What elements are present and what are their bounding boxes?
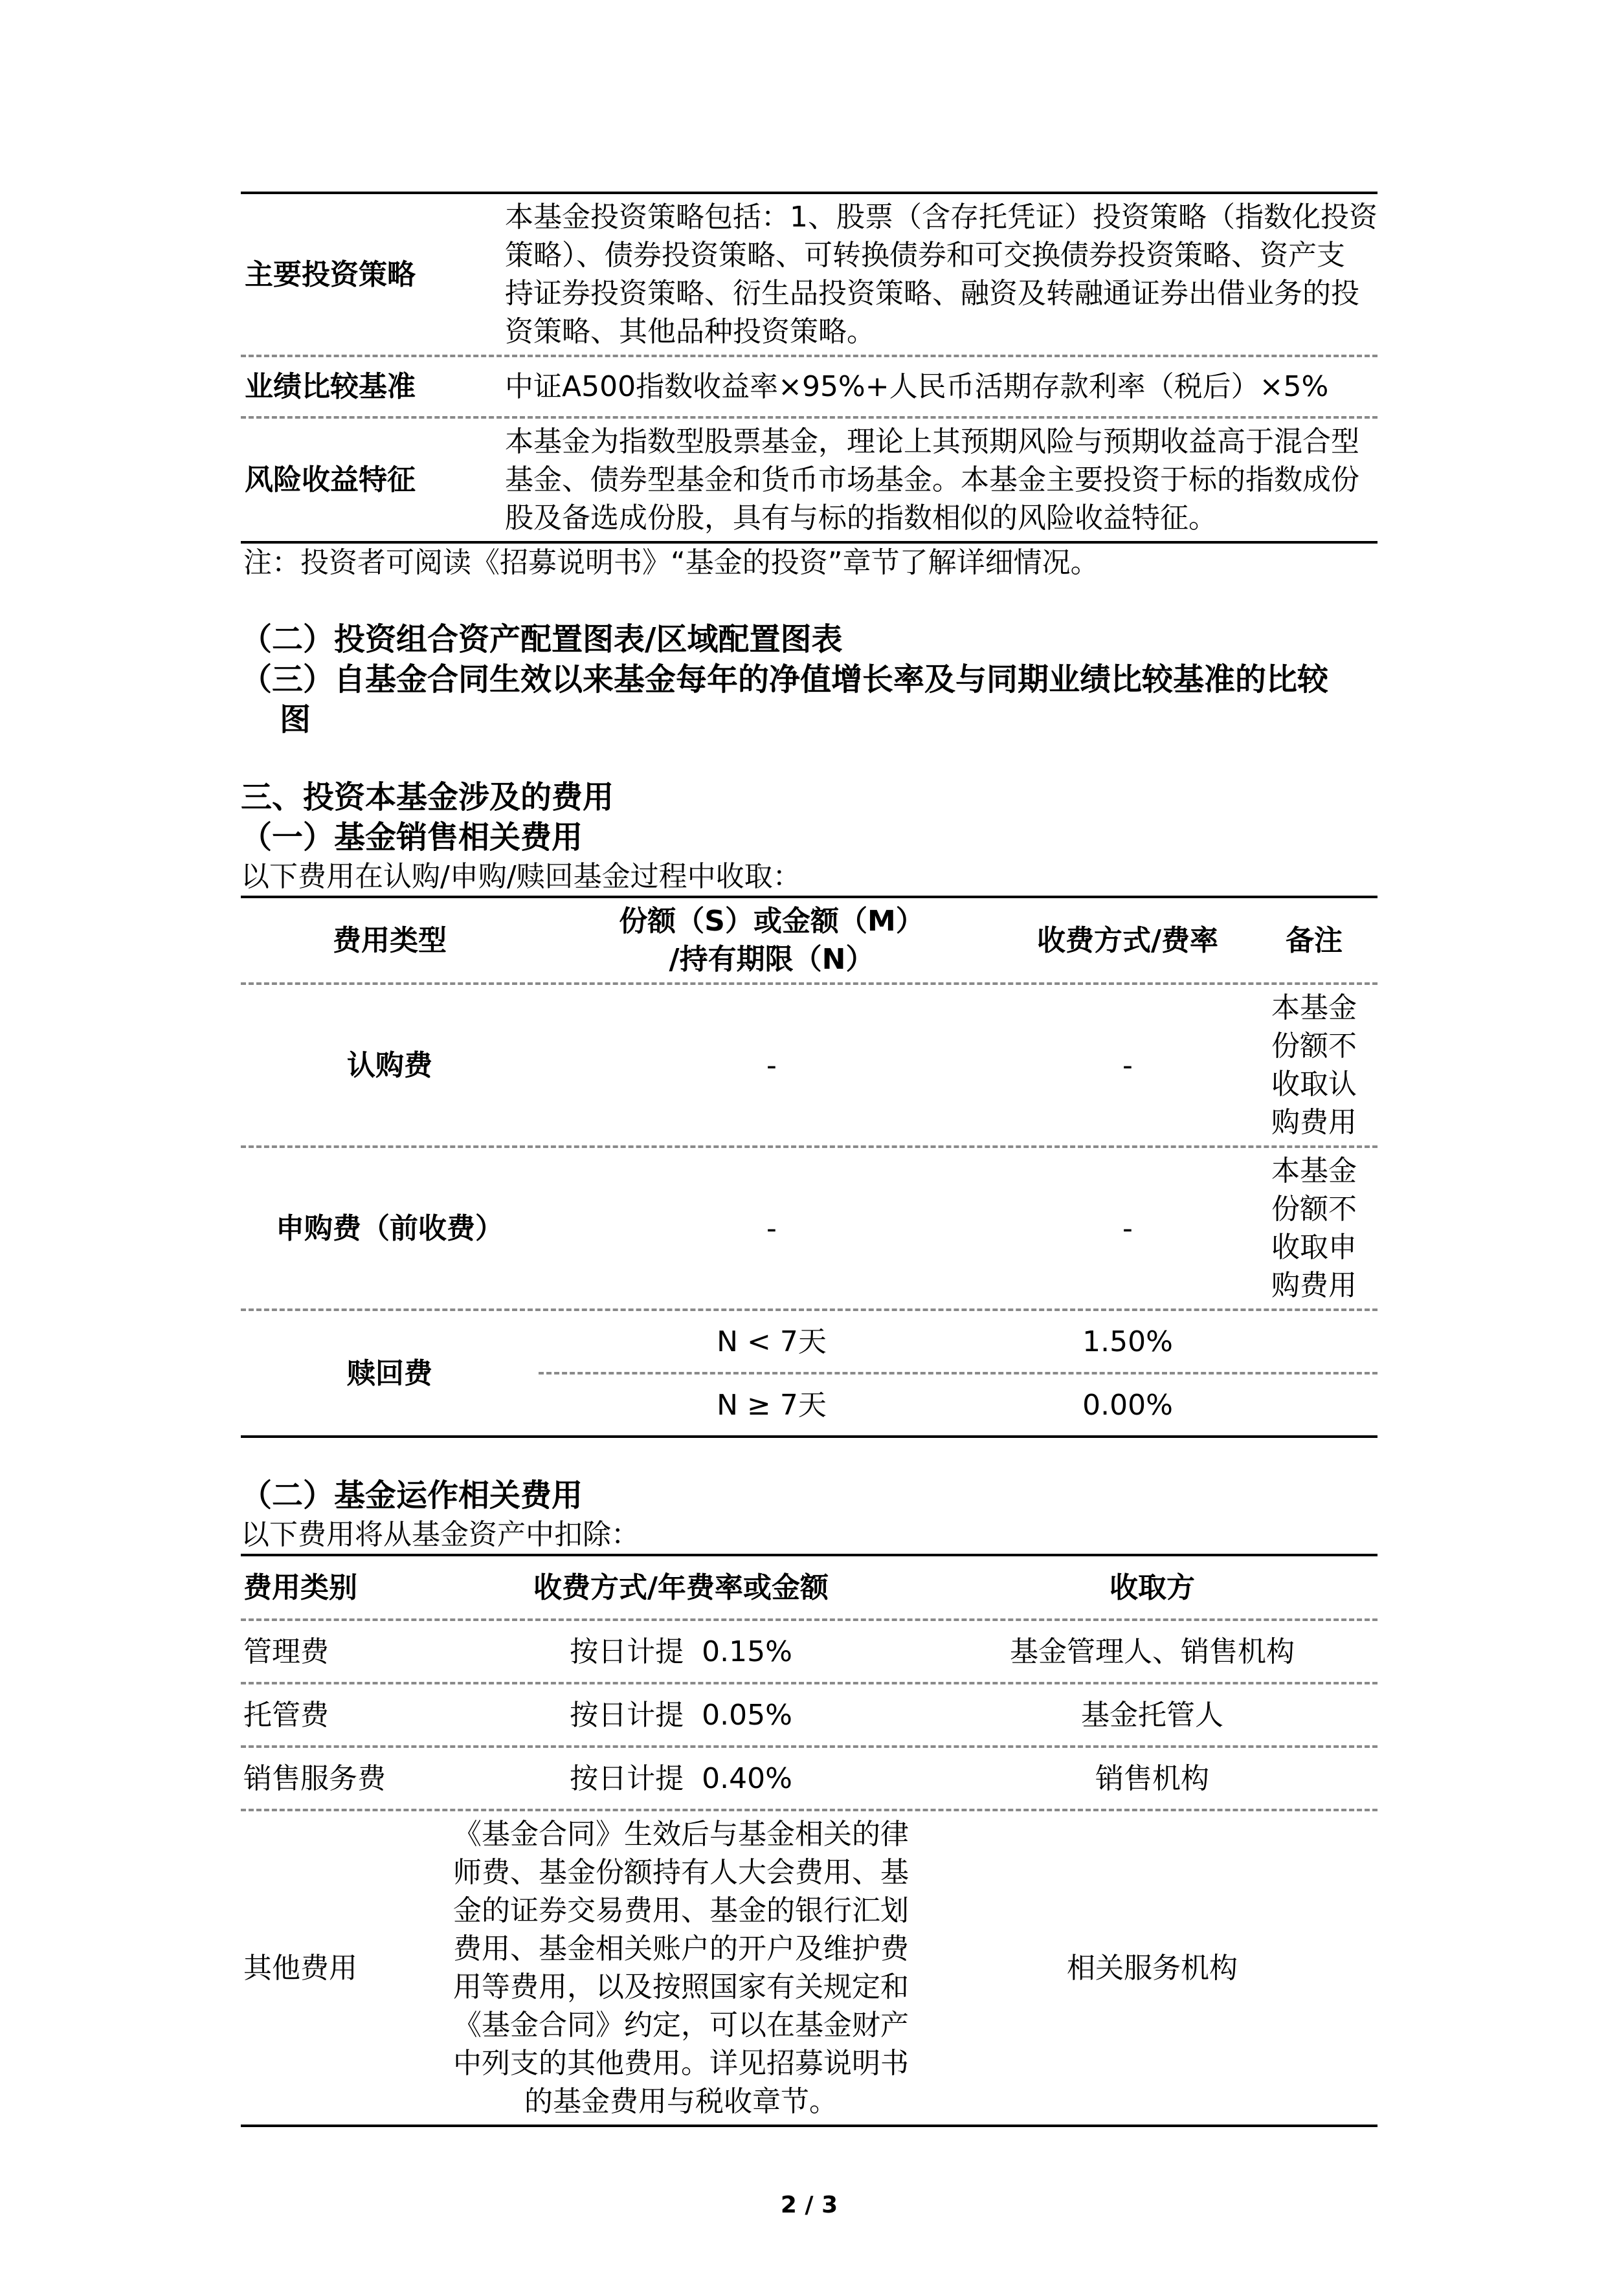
header-basis-line: 份额（S）或金额（M） [619,905,924,938]
tier-row [539,1311,1377,1374]
fee-recipient: 相关服务机构 [1067,1951,1238,1985]
header-basis [539,898,1005,982]
fee-type: 认购费 [347,1048,432,1082]
table-row [241,1811,1377,2125]
method-line: 中列支的其他费用。详见招募说明书 [453,2047,909,2080]
text-line: 策略）、债券投资策略、可转换债券和可交换债券投资策略、资产支 [505,239,1345,272]
redemption-tiers [539,1311,1377,1435]
operating-fees-intro: 以下费用将从基金资产中扣除： [241,1518,640,1551]
spacer [241,582,1377,619]
heading-fees-section: 三、投资本基金涉及的费用 [241,779,614,815]
info-row-risk [241,419,1377,541]
method-line: 《基金合同》约定，可以在基金财产 [453,2009,909,2042]
heading-operating-fees: （二）基金运作相关费用 [241,1477,583,1514]
table-row [241,1148,1377,1311]
fee-rate: 0.00% [1082,1388,1173,1422]
text-line: 持证券投资策略、衍生品投资策略、融资及转融通证券出借业务的投 [505,277,1359,310]
text-line: 基金、债券型基金和货币市场基金。本基金主要投资于标的指数成份 [505,463,1359,496]
table-row [241,1684,1377,1748]
table-row [241,985,1377,1148]
table-header-row [241,898,1377,985]
fee-rate: - [1122,1211,1133,1245]
header-method: 收费方式/年费率或金额 [533,1571,829,1604]
fee-remark-empty [1251,1374,1377,1435]
remark-line: 份额不 [1271,1193,1357,1226]
spacer [241,740,1377,777]
fee-type: 赎回费 [347,1356,432,1390]
fee-method: 按日计提 0.05% [570,1698,792,1732]
fee-remark-empty [1251,1311,1377,1372]
table-row [241,1311,1377,1435]
fee-type: 申购费（前收费） [276,1211,504,1245]
text-line: 本基金为指数型股票基金，理论上其预期风险与预期收益高于混合型 [505,425,1359,458]
text-line: 中证A500指数收益率×95%+人民币活期存款利率（税后）×5% [505,370,1329,403]
method-line: 的基金费用与税收章节。 [524,2085,838,2118]
fee-basis: N ≥ 7天 [717,1388,827,1422]
page-number: 2 / 3 [780,2192,838,2218]
text-line: 本基金投资策略包括：1、股票（含存托凭证）投资策略（指数化投资 [505,201,1377,234]
info-label-strategy: 主要投资策略 [245,258,416,291]
page-content [241,192,1377,2218]
fee-remark [1251,1148,1377,1308]
fee-recipient: 销售机构 [1095,1761,1209,1795]
fee-category: 其他费用 [243,1951,357,1985]
header-rate: 收费方式/费率 [1036,923,1219,957]
fee-method: 按日计提 0.40% [570,1761,792,1795]
header-category: 费用类别 [243,1571,357,1604]
fee-basis: - [766,1211,777,1245]
spacer [241,1438,1377,1475]
heading-nav-growth-cont: 图 [280,701,311,738]
header-basis-line: /持有期限（N） [669,943,875,976]
method-line: 《基金合同》生效后与基金相关的律 [453,1818,909,1851]
fee-rate: 1.50% [1082,1325,1173,1358]
header-remark: 备注 [1286,923,1343,957]
remark-line: 收取申 [1271,1231,1357,1264]
fee-category: 销售服务费 [243,1761,386,1795]
info-label-benchmark: 业绩比较基准 [245,370,416,403]
fee-category: 管理费 [243,1635,329,1668]
remark-line: 份额不 [1271,1030,1357,1063]
tier-row [539,1374,1377,1435]
heading-sales-fees: （一）基金销售相关费用 [241,819,583,855]
info-value-strategy [505,194,1377,355]
text-line: 资策略、其他品种投资策略。 [505,315,875,348]
method-line: 用等费用，以及按照国家有关规定和 [453,1970,909,2003]
heading-nav-growth: （三）自基金合同生效以来基金每年的净值增长率及与同期业绩比较基准的比较 [241,661,1329,698]
info-note: 注：投资者可阅读《招募说明书》“基金的投资”章节了解详细情况。 [243,546,1099,579]
fee-recipient: 基金管理人、销售机构 [1010,1635,1295,1668]
fee-basis: - [766,1048,777,1082]
heading-asset-allocation: （二）投资组合资产配置图表/区域配置图表 [241,621,843,657]
info-table [241,192,1377,544]
remark-line: 本基金 [1271,1154,1357,1187]
method-line: 师费、基金份额持有人大会费用、基 [453,1856,909,1889]
operating-fee-table [241,1554,1377,2127]
remark-line: 购费用 [1271,1269,1357,1302]
fee-method: 按日计提 0.15% [570,1635,792,1668]
fee-remark [1251,985,1377,1145]
header-fee-type: 费用类型 [333,923,447,957]
info-value-risk [505,419,1377,541]
method-line: 费用、基金相关账户的开户及维护费 [453,1932,909,1965]
fee-rate: - [1122,1048,1133,1082]
remark-line: 购费用 [1271,1106,1357,1139]
table-row [241,1748,1377,1811]
sales-fees-intro: 以下费用在认购/申购/赎回基金过程中收取： [241,860,801,893]
info-value-benchmark [505,357,1377,416]
sales-fee-table [241,896,1377,1438]
fee-recipient: 基金托管人 [1081,1698,1223,1732]
table-header-row [241,1556,1377,1621]
text-line: 股及备选成份股，具有与标的指数相似的风险收益特征。 [505,502,1217,535]
remark-line: 本基金 [1271,991,1357,1024]
remark-line: 收取认 [1271,1068,1357,1101]
fee-category: 托管费 [243,1698,329,1732]
info-row-benchmark [241,357,1377,419]
method-line: 金的证券交易费用、基金的银行汇划 [453,1894,909,1927]
info-row-strategy [241,194,1377,357]
fee-method [435,1811,927,2125]
info-label-risk: 风险收益特征 [245,463,416,496]
fee-basis: N < 7天 [717,1325,827,1358]
header-recipient: 收取方 [1110,1571,1195,1604]
table-row [241,1621,1377,1684]
